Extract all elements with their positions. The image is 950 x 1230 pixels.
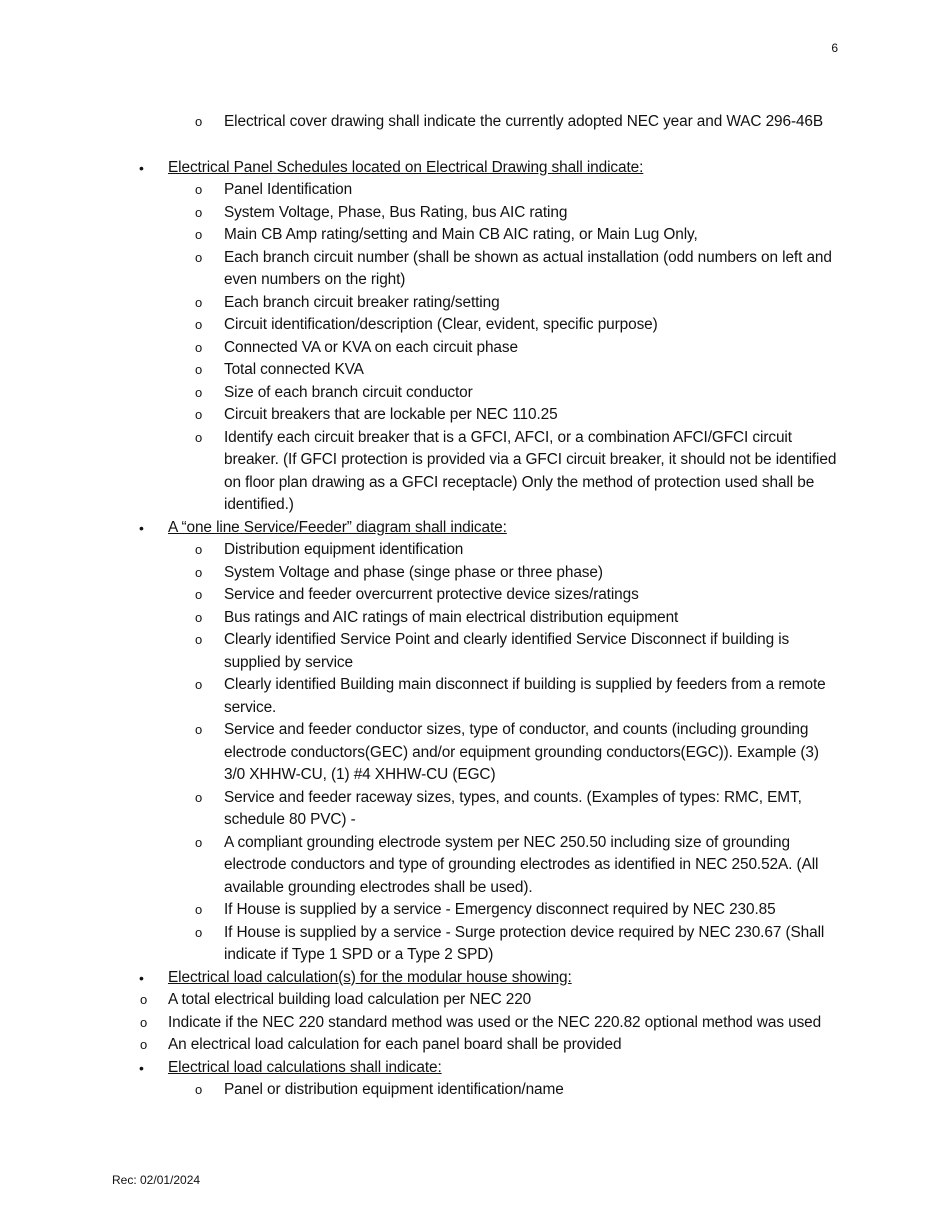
list-item [0, 224, 950, 247]
sub-bullet-marker: o [195, 204, 203, 220]
list-item-text: Identify each circuit breaker that is a GFCI, AFCI, or a combination AFCI/GFCI circuit breaker. (If GFCI protection is provided via a GFCI circuit breaker, it should not be identified on floor plan drawing as a GFCI receptacle) Only the method of protection used shall be identified.) [224, 428, 837, 513]
panel-schedules-list [0, 179, 950, 517]
list-item [0, 1012, 950, 1035]
list-item-text: System Voltage and phase (singe phase or three phase) [224, 563, 603, 581]
list-item-text: Total connected KVA [224, 361, 364, 378]
list-item [0, 292, 950, 315]
one-line-list [0, 539, 950, 967]
section-heading-load-calc [0, 967, 950, 990]
section-heading-panel-schedules [0, 157, 950, 180]
list-item [0, 179, 950, 202]
list-item-text: Panel or distribution equipment identification/name [224, 1081, 564, 1098]
load-calc-list [0, 989, 950, 1057]
bullet-marker: • [139, 519, 144, 536]
list-item-text: System Voltage, Phase, Bus Rating, bus AIC rating [224, 203, 568, 221]
list-item-text: Electrical cover drawing shall indicate the currently adopted NEC year and WAC 296-46B [224, 113, 824, 130]
list-item [0, 382, 950, 405]
bullet-marker: • [139, 969, 144, 986]
list-item-text: Service and feeder conductor sizes, type of conductor, and counts (including grounding electrode conductors(GEC) and/or equipment grounding conductors(EGC)). Example (3) 3/0 XHHW-CU, (1) #4 XHHW-CU (EGC) [224, 721, 819, 783]
heading-text: Electrical load calculation(s) for the modular house showing: [168, 968, 572, 986]
heading-text: Electrical load calculations shall indicate: [168, 1058, 442, 1076]
list-item [0, 562, 950, 585]
list-item-text: Distribution equipment identification [224, 541, 464, 558]
sub-bullet-marker: o [195, 407, 203, 422]
sub-bullet-marker: o [195, 722, 203, 737]
sub-bullet-marker: o [140, 1037, 148, 1052]
list-item [0, 674, 950, 719]
list-item [0, 1079, 950, 1102]
list-item [0, 1034, 950, 1057]
sub-bullet-marker: o [195, 564, 203, 580]
sub-bullet-marker: o [195, 789, 203, 805]
list-item-text: Each branch circuit breaker rating/setting [224, 293, 500, 311]
bullet-marker: • [139, 159, 144, 176]
list-item-text: Connected VA or KVA on each circuit phase [224, 338, 518, 356]
sub-bullet-marker: o [195, 339, 203, 355]
sub-bullet-marker: o [195, 834, 203, 850]
page-number: 6 [831, 41, 838, 55]
sub-bullet-marker: o [195, 1082, 203, 1097]
sub-bullet-marker: o [195, 677, 203, 692]
sub-bullet-marker: o [195, 902, 203, 917]
list-item [0, 719, 950, 787]
heading-text: A “one line Service/Feeder” diagram shall indicate: [168, 518, 507, 536]
sub-bullet-marker: o [195, 384, 203, 400]
list-item-text: Size of each branch circuit conductor [224, 383, 473, 401]
bullet-marker: • [139, 1059, 144, 1076]
list-item-text: Service and feeder raceway sizes, types, and counts. (Examples of types: RMC, EMT, schedule 80 PVC) - [224, 788, 802, 828]
list-item [0, 314, 950, 337]
list-item-text: Panel Identification [224, 181, 353, 198]
load-calcs-indicate-list [0, 1079, 950, 1102]
sub-bullet-marker: o [195, 182, 203, 197]
section-heading-load-calcs-indicate [0, 1057, 950, 1080]
list-item-text: An electrical load calculation for each panel board shall be provided [168, 1036, 622, 1053]
section-heading-one-line [0, 517, 950, 540]
sub-bullet-marker: o [195, 317, 203, 332]
list-item [0, 629, 950, 674]
sub-bullet-marker: o [195, 924, 203, 940]
list-item [0, 359, 950, 382]
footer-revision-date: Rec: 02/01/2024 [112, 1173, 201, 1187]
list-item [0, 922, 950, 967]
list-item-text: Clearly identified Service Point and clearly identified Service Disconnect if building is supplied by service [224, 631, 790, 671]
list-item-text: If House is supplied by a service - Emergency disconnect required by NEC 230.85 [224, 901, 776, 918]
document-body [0, 111, 950, 1102]
list-item [0, 787, 950, 832]
list-item-text: Indicate if the NEC 220 standard method was used or the NEC 220.82 optional method was used [168, 1013, 822, 1031]
list-item-text: A compliant grounding electrode system per NEC 250.50 including size of grounding electrode conductors and type of grounding electrodes as identified in NEC 250.52A. (All available grounding electrodes shall be used). [224, 833, 819, 896]
sub-bullet-marker: o [195, 609, 203, 625]
sub-bullet-marker: o [195, 249, 203, 265]
list-item [0, 989, 950, 1012]
sub-bullet-marker: o [195, 542, 203, 557]
sub-bullet-marker: o [195, 294, 203, 310]
list-item [0, 584, 950, 607]
sub-bullet-marker: o [140, 1014, 148, 1030]
sub-bullet-marker: o [195, 362, 203, 377]
sub-bullet-marker: o [195, 114, 203, 129]
sub-bullet-marker: o [195, 632, 203, 647]
sub-bullet-marker: o [195, 227, 203, 242]
list-item [0, 539, 950, 562]
sub-bullet-marker: o [140, 992, 148, 1007]
list-item [0, 111, 950, 134]
list-item-text: If House is supplied by a service - Surge protection device required by NEC 230.67 (Shall indicate if Type 1 SPD or a Type 2 SPD) [224, 923, 825, 963]
sub-bullet-marker: o [195, 429, 203, 445]
heading-text: Electrical Panel Schedules located on Electrical Drawing shall indicate: [168, 158, 644, 176]
list-item-text: Service and feeder overcurrent protective device sizes/ratings [224, 586, 639, 603]
list-item [0, 202, 950, 225]
list-item [0, 427, 950, 517]
list-item-text: Each branch circuit number (shall be shown as actual installation (odd numbers on left and even numbers on the right) [224, 248, 832, 288]
sub-bullet-marker: o [195, 587, 203, 602]
list-item-text: Circuit identification/description (Clear, evident, specific purpose) [224, 316, 658, 333]
list-item-text: A total electrical building load calculation per NEC 220 [168, 991, 532, 1008]
list-item [0, 832, 950, 900]
list-item [0, 899, 950, 922]
list-item-text: Circuit breakers that are lockable per NEC 110.25 [224, 406, 558, 423]
list-item [0, 337, 950, 360]
list-item [0, 247, 950, 292]
list-item [0, 404, 950, 427]
list-item [0, 607, 950, 630]
list-item-text: Clearly identified Building main disconnect if building is supplied by feeders from a remote service. [224, 676, 826, 716]
list-item-text: Bus ratings and AIC ratings of main electrical distribution equipment [224, 608, 679, 626]
list-item-text: Main CB Amp rating/setting and Main CB AIC rating, or Main Lug Only, [224, 226, 698, 243]
